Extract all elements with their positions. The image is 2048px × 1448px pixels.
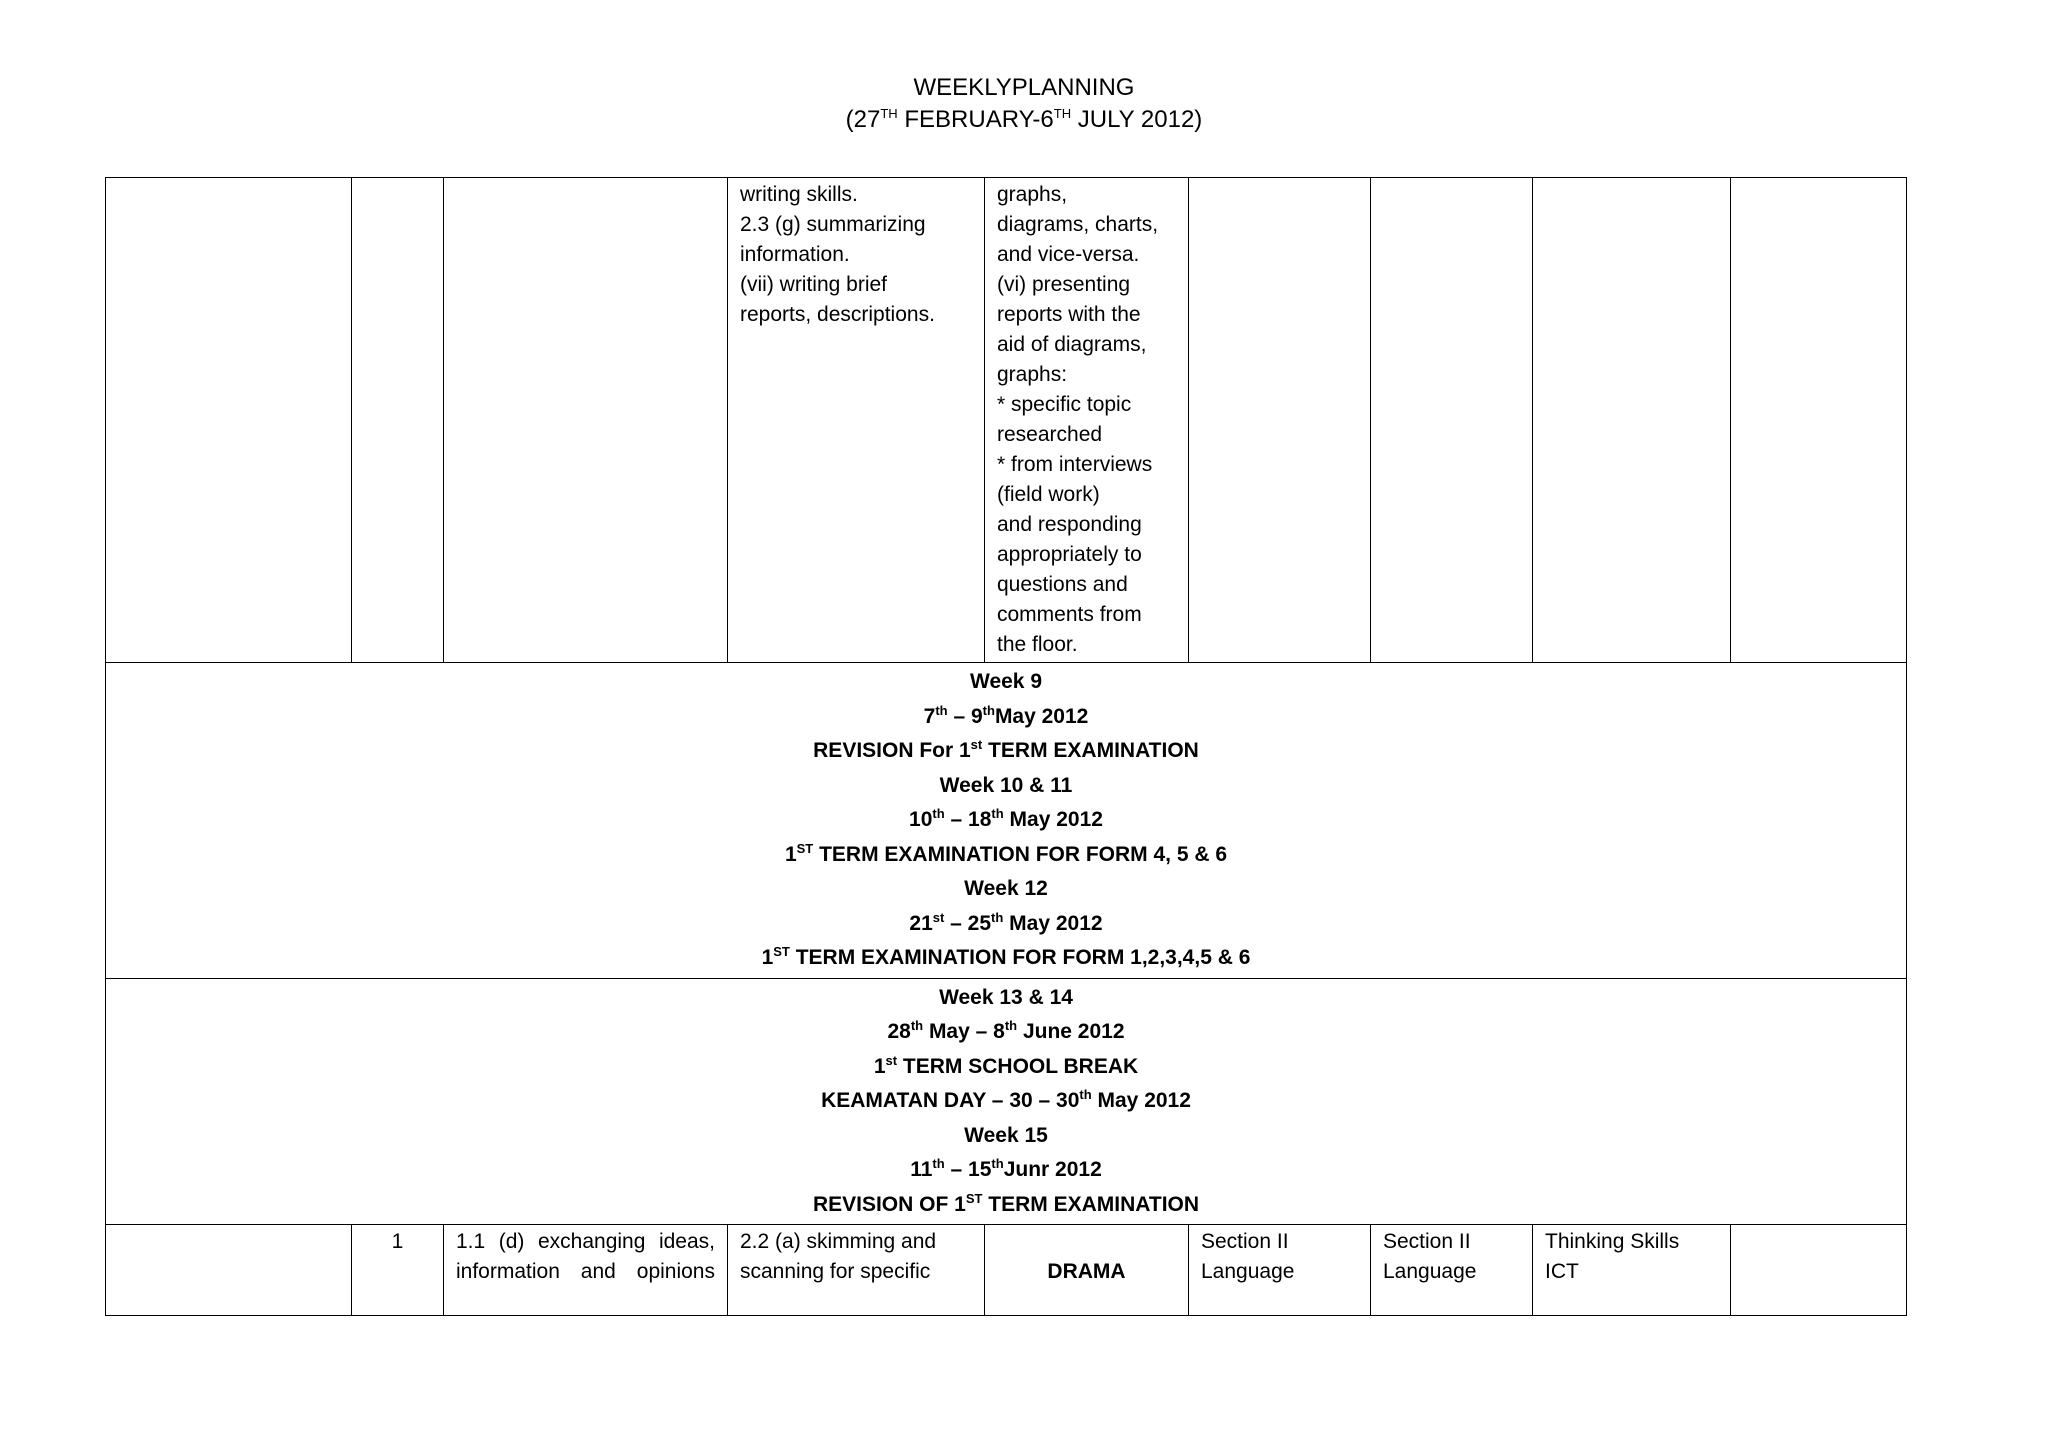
- table-cell: [352, 178, 444, 663]
- page-title: WEEKLYPLANNING: [913, 74, 1135, 101]
- table-row: [106, 178, 1907, 663]
- table-cell: [1731, 178, 1907, 663]
- table-row: [106, 663, 1907, 979]
- table-row: [106, 1225, 1907, 1316]
- school-break-block: Week 13 & 14 28th May – 8th June 2012 1st TERM SCHOOL BREAK KEAMATAN DAY – 30 – 30th May 2012 Week 15 11th – 15thJunr 2012 REVISION OF 1ST TERM EXAMINATION: [106, 978, 1907, 1225]
- table-cell: [1533, 178, 1731, 663]
- table-row: [106, 978, 1907, 1225]
- theme-cell: DRAMA: [985, 1225, 1189, 1316]
- weekly-plan-table: [105, 177, 1907, 1316]
- table-cell: [444, 178, 728, 663]
- language-cell: Section II Language: [1371, 1225, 1533, 1316]
- table-cell: [1189, 178, 1371, 663]
- skills-cell: Thinking Skills ICT: [1533, 1225, 1731, 1316]
- table-cell: [106, 178, 352, 663]
- table-cell: [1371, 178, 1533, 663]
- exam-schedule-block: Week 9 7th – 9thMay 2012 REVISION For 1st TERM EXAMINATION Week 10 & 11 10th – 18th May 2012 1ST TERM EXAMINATION FOR FORM 4, 5 & 6 Week 12 21st – 25th May 2012 1ST TERM EXAMINATION FOR FORM 1,2,3,4,5 & 6: [106, 663, 1907, 979]
- specifications-cell: graphs, diagrams, charts, and vice-versa. (vi) presenting reports with the aid of diagrams, graphs: * specific topic researched * from interviews (field work) and responding appropriately to questions and comments from the floor.: [985, 178, 1189, 663]
- week-number-cell: 1: [352, 1225, 444, 1316]
- learning-outcomes-cell: writing skills. 2.3 (g) summarizing information. (vii) writing brief reports, descriptions.: [728, 178, 985, 663]
- table-cell: [106, 1225, 352, 1316]
- table-cell: [1731, 1225, 1907, 1316]
- learning-outcomes-cell: 2.2 (a) skimming and scanning for specific: [728, 1225, 985, 1316]
- language-cell: Section II Language: [1189, 1225, 1371, 1316]
- learning-area-cell: 1.1 (d) exchanging ideas, information and opinions: [444, 1225, 728, 1316]
- date-range: (27TH FEBRUARY-6TH JULY 2012): [845, 106, 1203, 133]
